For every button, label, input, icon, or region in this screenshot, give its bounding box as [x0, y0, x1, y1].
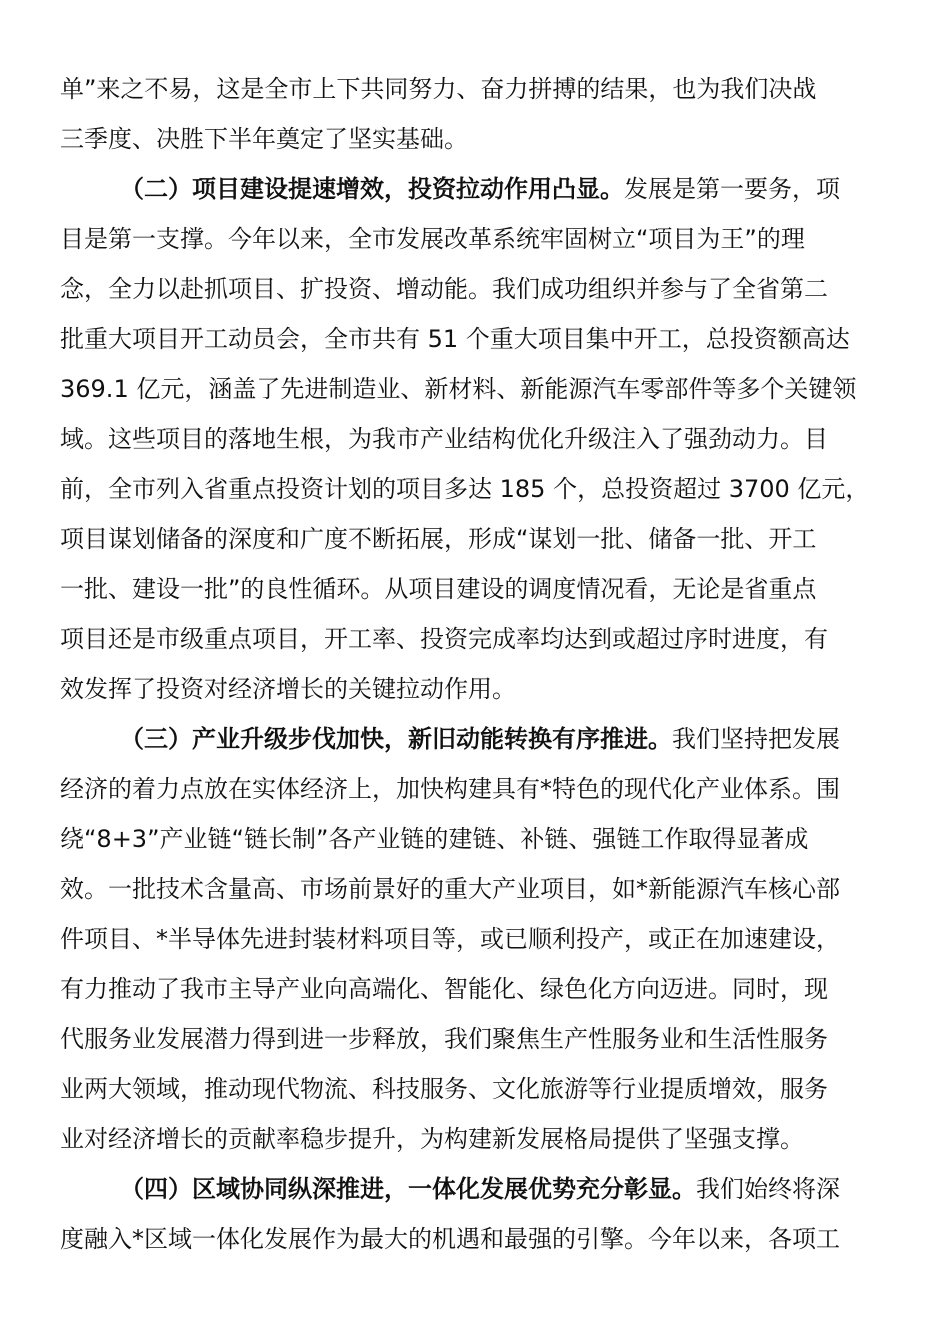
- text-line: 域。这些项目的落地生根，为我市产业结构优化升级注入了强劲动力。目: [60, 425, 828, 453]
- section-heading: （三）产业升级步伐加快，新旧动能转换有序推进。: [120, 725, 672, 753]
- text-line: 度融入*区域一体化发展作为最大的机遇和最强的引擎。今年以来，各项工: [60, 1225, 840, 1253]
- text-line: [60, 1164, 890, 1214]
- text-line: 项目还是市级重点项目，开工率、投资完成率均达到或超过序时进度，有: [60, 625, 828, 653]
- text-run: 发展是第一要务，项: [624, 175, 840, 203]
- text-line: 前，全市列入省重点投资计划的项目多达 185 个，总投资超过 3700 亿元，: [60, 475, 870, 503]
- text-line: 项目谋划储备的深度和广度不断拓展，形成“谋划一批、储备一批、开工: [60, 525, 817, 553]
- text-line: 经济的着力点放在实体经济上，加快构建具有*特色的现代化产业体系。围: [60, 775, 840, 803]
- text-line: 念，全力以赴抓项目、扩投资、增动能。我们成功组织并参与了全省第二: [60, 275, 828, 303]
- document-page: [60, 64, 890, 1264]
- text-line: 一批、建设一批”的良性循环。从项目建设的调度情况看，无论是省重点: [60, 575, 817, 603]
- text-line: 件项目、*半导体先进封装材料项目等，或已顺利投产，或正在加速建设，: [60, 925, 840, 953]
- text-line: 效发挥了投资对经济增长的关键拉动作用。: [60, 675, 516, 703]
- text-line: 效。一批技术含量高、市场前景好的重大产业项目，如*新能源汽车核心部: [60, 875, 840, 903]
- paragraph-industry-upgrade: [60, 714, 890, 1164]
- text-line: 绕“8+3”产业链“链长制”各产业链的建链、补链、强链工作取得显著成: [60, 825, 809, 853]
- text-line: 三季度、决胜下半年奠定了坚实基础。: [60, 125, 468, 153]
- text-run: 我们坚持把发展: [672, 725, 840, 753]
- section-heading: （四）区域协同纵深推进，一体化发展优势充分彰显。: [120, 1175, 696, 1203]
- section-heading: （二）项目建设提速增效，投资拉动作用凸显。: [120, 175, 624, 203]
- text-line: 业对经济增长的贡献率稳步提升，为构建新发展格局提供了坚强支撑。: [60, 1125, 804, 1153]
- text-line: 目是第一支撑。今年以来，全市发展改革系统牢固树立“项目为王”的理: [60, 225, 805, 253]
- paragraph-achievements-end: [60, 64, 890, 164]
- text-line: 代服务业发展潜力得到进一步释放，我们聚焦生产性服务业和生活性服务: [60, 1025, 828, 1053]
- text-line: [60, 164, 890, 214]
- text-line: [60, 714, 890, 764]
- text-line: 批重大项目开工动员会，全市共有 51 个重大项目集中开工，总投资额高达: [60, 325, 850, 353]
- text-line: 业两大领域，推动现代物流、科技服务、文化旅游等行业提质增效，服务: [60, 1075, 828, 1103]
- text-line: 单”来之不易，这是全市上下共同努力、奋力拼搏的结果，也为我们决战: [60, 75, 817, 103]
- paragraph-regional-coordination: [60, 1164, 890, 1264]
- text-line: 369.1 亿元，涵盖了先进制造业、新材料、新能源汽车零部件等多个关键领: [60, 375, 857, 403]
- text-line: 有力推动了我市主导产业向高端化、智能化、绿色化方向迈进。同时，现: [60, 975, 828, 1003]
- text-run: 我们始终将深: [696, 1175, 840, 1203]
- paragraph-project-construction: [60, 164, 890, 714]
